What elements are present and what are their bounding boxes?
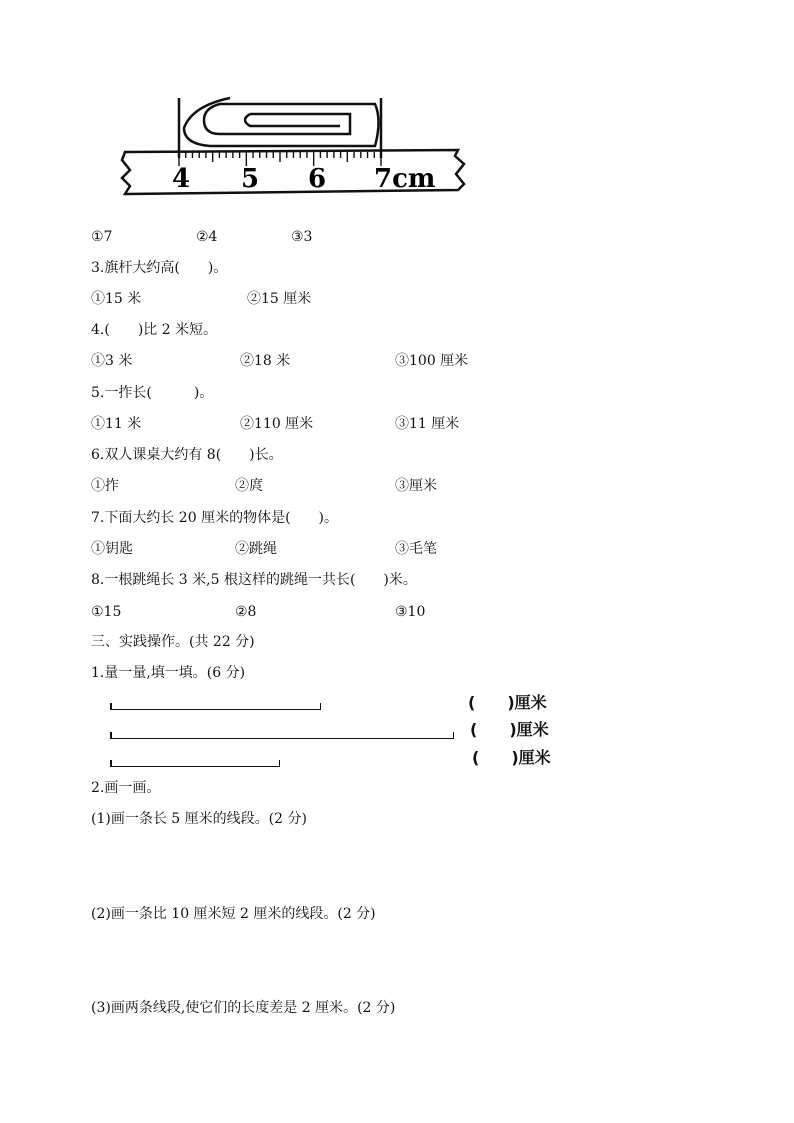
q3-option-1: ①15 米	[91, 291, 142, 307]
q2-option-3: ③3	[291, 229, 313, 245]
q4-option-3: ③100 厘米	[395, 353, 469, 369]
q5-option-3: ③11 厘米	[395, 416, 460, 432]
practice2-part2: (2)画一条比 10 厘米短 2 厘米的线段。(2 分)	[91, 906, 376, 922]
measure-segment-2	[110, 732, 454, 739]
section3-title: 三、实践操作。(共 22 分)	[91, 634, 255, 650]
q6-option-3: ③厘米	[395, 478, 437, 494]
q8-option-2: ②8	[235, 604, 257, 620]
q8-stem: 8.一根跳绳长 3 米,5 根这样的跳绳一共长( )米。	[91, 572, 417, 588]
paperclip	[179, 98, 381, 158]
ruler-label-6: 6	[308, 164, 327, 194]
ruler-label-5: 5	[241, 164, 260, 194]
q7-option-1: ①钥匙	[91, 541, 133, 557]
answer-blank-1[interactable]: ( )厘米	[468, 693, 547, 712]
measure-segment-3	[110, 760, 280, 767]
practice1-stem: 1.量一量,填一填。(6 分)	[91, 665, 246, 681]
practice2-stem: 2.画一画。	[91, 780, 161, 796]
q3-stem: 3.旗杆大约高( )。	[91, 260, 228, 276]
q7-stem: 7.下面大约长 20 厘米的物体是( )。	[91, 510, 338, 526]
q5-option-2: ②110 厘米	[240, 416, 314, 432]
q5-option-1: ①11 米	[91, 416, 142, 432]
ruler-label-4: 4	[172, 164, 191, 194]
q6-option-1: ①拃	[91, 478, 119, 494]
answer-blank-3[interactable]: ( )厘米	[472, 748, 551, 767]
q4-stem: 4.( )比 2 米短。	[91, 322, 218, 338]
q4-option-2: ②18 米	[240, 353, 291, 369]
ruler-paperclip-figure	[100, 90, 475, 210]
q2-option-1: ①7	[91, 229, 113, 245]
q7-option-2: ②跳绳	[235, 541, 277, 557]
measure-segment-1	[110, 703, 321, 710]
practice2-part3: (3)画两条线段,使它们的长度差是 2 厘米。(2 分)	[91, 1000, 396, 1016]
q7-option-3: ③毛笔	[395, 541, 437, 557]
q6-stem: 6.双人课桌大约有 8( )长。	[91, 447, 283, 463]
q5-stem: 5.一拃长( )。	[91, 385, 214, 401]
q3-option-2: ②15 厘米	[247, 291, 312, 307]
q4-option-1: ①3 米	[91, 353, 133, 369]
q2-option-2: ②4	[196, 229, 218, 245]
ruler-label-7cm: 7cm	[374, 164, 436, 194]
q8-option-3: ③10	[395, 604, 426, 620]
q6-option-2: ②庹	[235, 478, 263, 494]
q8-option-1: ①15	[91, 604, 122, 620]
practice2-part1: (1)画一条长 5 厘米的线段。(2 分)	[91, 811, 307, 827]
answer-blank-2[interactable]: ( )厘米	[470, 720, 549, 739]
